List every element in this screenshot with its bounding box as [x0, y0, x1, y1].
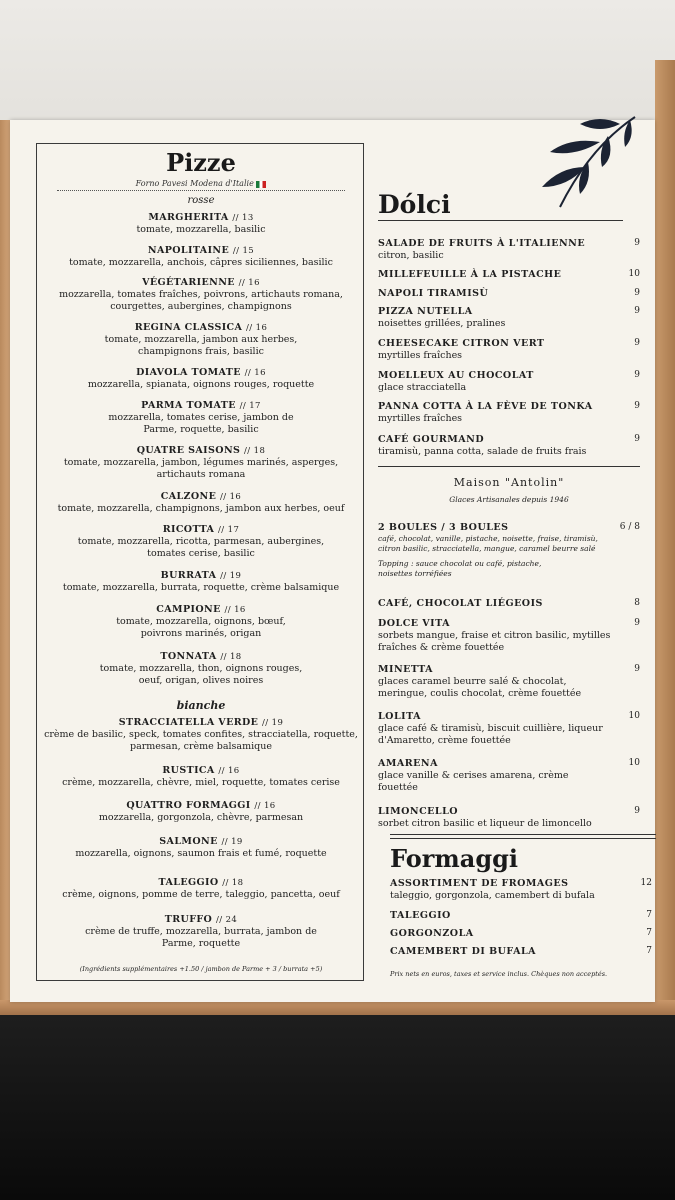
dolci-title: Dólci [378, 190, 451, 219]
dolci-item: PANNA COTTA À LA FÈVE DE TONKA myrtilles fraîches 9 [378, 401, 640, 424]
olive-branch-icon [530, 112, 640, 212]
italy-flag-icon [256, 181, 266, 188]
dark-table [0, 1015, 675, 1200]
pizza-item: DIAVOLA TOMATE // 16 mozzarella, spianata, oignons rouges, roquette [87, 367, 315, 390]
pizza-item: SALMONE // 19 mozzarella, oignons, saumon frais et fumé, roquette [75, 836, 327, 859]
pizza-item: MARGHERITA // 13 tomate, mozzarella, basilic [136, 212, 266, 235]
glace-item: LIMONCELLO sorbet citron basilic et liqueur de limoncello 9 [378, 806, 640, 829]
category-bianche: bianche [176, 699, 226, 712]
dolci-item: MOELLEUX AU CHOCOLAT glace stracciatella 9 [378, 370, 640, 393]
wood-frame-right [655, 60, 675, 1020]
glace-item: MINETTA glaces caramel beurre salé & chocolat, meringue, coulis chocolat, crème fouettée 9 [378, 664, 640, 699]
dolci-item: CAFÉ GOURMAND tiramisù, panna cotta, salade de fruits frais 9 [378, 434, 640, 457]
pizza-item: CALZONE // 16 tomate, mozzarella, champignons, jambon aux herbes, oeuf [57, 491, 345, 514]
pizza-item: PARMA TOMATE // 17 mozzarella, tomates cerise, jambon de Parme, roquette, basilic [108, 400, 294, 435]
dolci-item: SALADE DE FRUITS À L'ITALIENNE citron, basilic 9 [378, 238, 640, 261]
category-rosse: rosse [187, 195, 215, 206]
divider [378, 220, 623, 221]
divider [378, 466, 640, 467]
wood-frame-left [0, 120, 10, 1020]
pizza-item: REGINA CLASSICA // 16 tomate, mozzarella, jambon aux herbes, champignons frais, basilic [104, 322, 298, 357]
formaggi-item: CAMEMBERT DI BUFALA 7 [390, 946, 652, 957]
divider [57, 190, 345, 191]
pizza-item: RUSTICA // 16 crème, mozzarella, chèvre, miel, roquette, tomates cerise [62, 765, 340, 788]
glace-item: CAFÉ, CHOCOLAT LIÉGEOIS 8 [378, 598, 640, 609]
pizza-item: TALEGGIO // 18 crème, oignons, pomme de terre, taleggio, pancetta, oeuf [62, 877, 340, 900]
glace-item: LOLITA glace café & tiramisù, biscuit cuillière, liqueur d'Amaretto, crème fouettée 10 [378, 711, 640, 746]
supplements-note: (Ingrédients supplémentaires +1.50 / jambon de Parme + 3 / burrata +5) [79, 965, 323, 973]
pizza-item: CAMPIONE // 16 tomate, mozzarella, oignons, bœuf, poivrons marinés, origan [116, 604, 286, 639]
pizza-item: STRACCIATELLA VERDE // 19 crème de basilic, speck, tomates confites, stracciatella, roquette, parmesan, crème balsamique [44, 717, 358, 752]
pizza-item: RICOTTA // 17 tomate, mozzarella, ricotta, parmesan, aubergines, tomates cerise, basilic [77, 524, 325, 559]
subtitle-text: Forno Pavesi Modena d'Italie [135, 179, 254, 188]
pizze-title: Pizze [166, 148, 236, 177]
pizza-item: QUATRE SAISONS // 18 tomate, mozzarella, jambon, légumes marinés, asperges, artichauts romana [63, 445, 339, 480]
divider [390, 834, 656, 835]
dolci-item: NAPOLI TIRAMISÙ 9 [378, 288, 640, 299]
dolci-item: MILLEFEUILLE À LA PISTACHE 10 [378, 269, 640, 280]
pizza-item: TRUFFO // 24 crème de truffe, mozzarella, burrata, jambon de Parme, roquette [85, 914, 317, 949]
formaggi-item: GORGONZOLA 7 [390, 928, 652, 939]
divider [390, 838, 656, 839]
maison-tagline: Glaces Artisanales depuis 1946 [449, 495, 569, 504]
formaggi-title: Formaggi [390, 844, 519, 873]
pizza-item: QUATTRO FORMAGGI // 16 mozzarella, gorgonzola, chèvre, parmesan [98, 800, 304, 823]
pizze-section [36, 143, 364, 981]
maison-antolin-title: Maison "Antolin" [453, 476, 565, 489]
pizza-item: BURRATA // 19 tomate, mozzarella, burrata, roquette, crème balsamique [62, 570, 340, 593]
formaggi-item: TALEGGIO 7 [390, 910, 652, 921]
pizze-subtitle [37, 179, 365, 188]
dolci-item: CHEESECAKE CITRON VERT myrtilles fraîches 9 [378, 338, 640, 361]
glace-item: DOLCE VITA sorbets mangue, fraise et citron basilic, mytilles fraîches & crème fouettée 9 [378, 618, 640, 653]
pizza-item: NAPOLITAINE // 15 tomate, mozzarella, anchois, câpres siciliennes, basilic [69, 245, 333, 268]
dolci-item: PIZZA NUTELLA noisettes grillées, pralines 9 [378, 306, 640, 329]
glace-item: AMARENA glace vanille & cerises amarena, crème fouettée 10 [378, 758, 640, 793]
menu-page [10, 120, 655, 1002]
glace-boules: 2 BOULES / 3 BOULES 6 / 8 café, chocolat, vanille, pistache, noisette, fraise, tiramisù, citron basilic, stracciatella, mangue, caramel beurre salé Topping : sauce chocolat ou café, pistache, noisettes torréfiées [378, 522, 640, 578]
footer-note: Prix nets en euros, taxes et service inclus. Chèques non acceptés. [390, 970, 608, 978]
pizza-item: TONNATA // 18 tomate, mozzarella, thon, oignons rouges, oeuf, origan, olives noires [99, 651, 303, 686]
formaggi-item: ASSORTIMENT DE FROMAGES taleggio, gorgonzola, camembert di bufala 12 [390, 878, 652, 901]
pizza-item: VÉGÉTARIENNE // 16 mozzarella, tomates fraîches, poivrons, artichauts romana, courgettes, aubergines, champignons [59, 277, 343, 312]
